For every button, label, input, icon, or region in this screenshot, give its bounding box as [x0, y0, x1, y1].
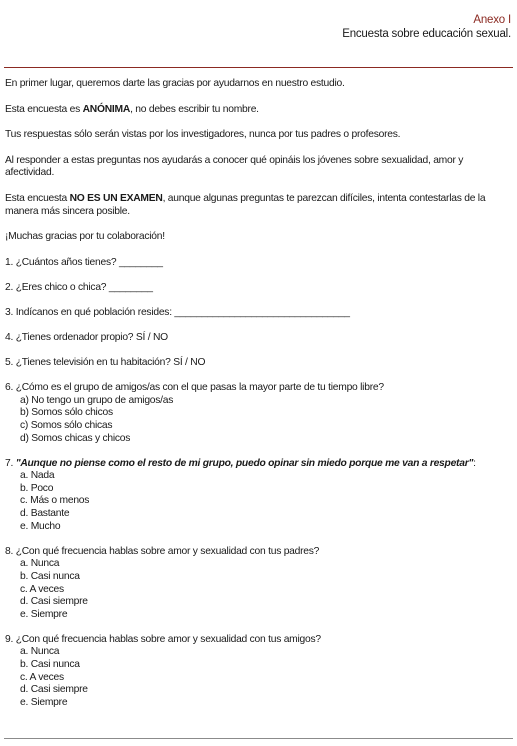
option: e. Siempre — [20, 696, 68, 708]
question-7-quote: "Aunque no piense como el resto de mi grupo, puedo opinar sin miedo porque me van a respetar" — [15, 457, 474, 469]
intro-paragraph-2 — [5, 104, 513, 117]
intro-2-bold: ANÓNIMA — [82, 103, 131, 115]
page-header — [342, 13, 511, 41]
intro-paragraph-4: Al responder a estas preguntas nos ayudarás a conocer qué opináis los jóvenes sobre sexualidad, amor y afectividad. — [5, 154, 464, 179]
intro-5-pre: Esta encuesta — [5, 192, 70, 204]
option: b. Poco — [20, 482, 54, 494]
question-3: 3. Indícanos en qué población resides: ________________________________ — [5, 306, 350, 318]
intro-paragraph-3: Tus respuestas sólo serán vistas por los investigadores, nunca por tus padres o profesores. — [5, 129, 401, 141]
option: c. A veces — [20, 583, 64, 595]
option: a. Nada — [20, 470, 55, 482]
question-7-prefix: 7. — [5, 457, 16, 469]
header-divider — [4, 67, 513, 68]
question-1: 1. ¿Cuántos años tienes? ________ — [5, 256, 163, 268]
intro-paragraph-1: En primer lugar, queremos darte las gracias por ayudarnos en nuestro estudio. — [5, 78, 345, 89]
option: a) No tengo un grupo de amigos/as — [20, 394, 174, 406]
option: d. Bastante — [20, 508, 70, 520]
option: d) Somos chicas y chicos — [20, 432, 131, 444]
question-9-options — [5, 646, 513, 709]
question-9-text: 9. ¿Con qué frecuencia hablas sobre amor y sexualidad con tus amigos? — [5, 633, 321, 645]
intro-5-bold: NO ES UN EXAMEN — [69, 192, 163, 204]
question-8-text: 8. ¿Con qué frecuencia hablas sobre amor y sexualidad con tus padres? — [5, 545, 320, 557]
option: e. Mucho — [20, 520, 61, 532]
option: b. Casi nunca — [20, 570, 80, 582]
annex-label: Anexo I — [473, 14, 511, 26]
option: c) Somos sólo chicas — [20, 420, 113, 431]
question-8 — [5, 546, 513, 622]
option: c. A veces — [20, 671, 64, 683]
question-5: 5. ¿Tienes televisión en tu habitación? SÍ / NO — [5, 357, 206, 369]
option: a. Nunca — [20, 558, 60, 570]
intro-paragraph-5 — [5, 193, 513, 218]
intro-5-post: , aunque algunas preguntas te parezcan difíciles, intenta contestarlas de la manera más sincera posible. — [5, 192, 486, 217]
document-subtitle: Encuesta sobre educación sexual. — [342, 28, 511, 40]
option: b. Casi nunca — [20, 659, 80, 670]
survey-body — [5, 78, 513, 709]
question-6-options — [5, 395, 513, 445]
question-7-text — [5, 458, 513, 471]
question-2: 2. ¿Eres chico o chica? ________ — [5, 281, 153, 293]
question-6-text: 6. ¿Cómo es el grupo de amigos/as con el que pasas la mayor parte de tu tiempo libre? — [5, 382, 384, 394]
intro-2-post: , no debes escribir tu nombre. — [130, 103, 259, 115]
intro-paragraph-6: ¡Muchas gracias por tu colaboración! — [5, 231, 165, 243]
question-8-options — [5, 558, 513, 621]
option: a. Nunca — [20, 646, 60, 658]
question-7-options — [5, 470, 513, 533]
option: c. Más o menos — [20, 495, 90, 507]
option: d. Casi siempre — [20, 596, 88, 608]
footer-divider — [4, 738, 513, 739]
question-7 — [5, 458, 513, 534]
intro-2-pre: Esta encuesta es — [5, 103, 83, 115]
question-7-suffix: : — [473, 457, 476, 469]
question-4: 4. ¿Tienes ordenador propio? SÍ / NO — [5, 332, 168, 344]
option: b) Somos sólo chicos — [20, 407, 113, 419]
option: e. Siempre — [20, 608, 68, 620]
question-9 — [5, 634, 513, 710]
question-6 — [5, 382, 513, 445]
option: d. Casi siempre — [20, 684, 88, 696]
